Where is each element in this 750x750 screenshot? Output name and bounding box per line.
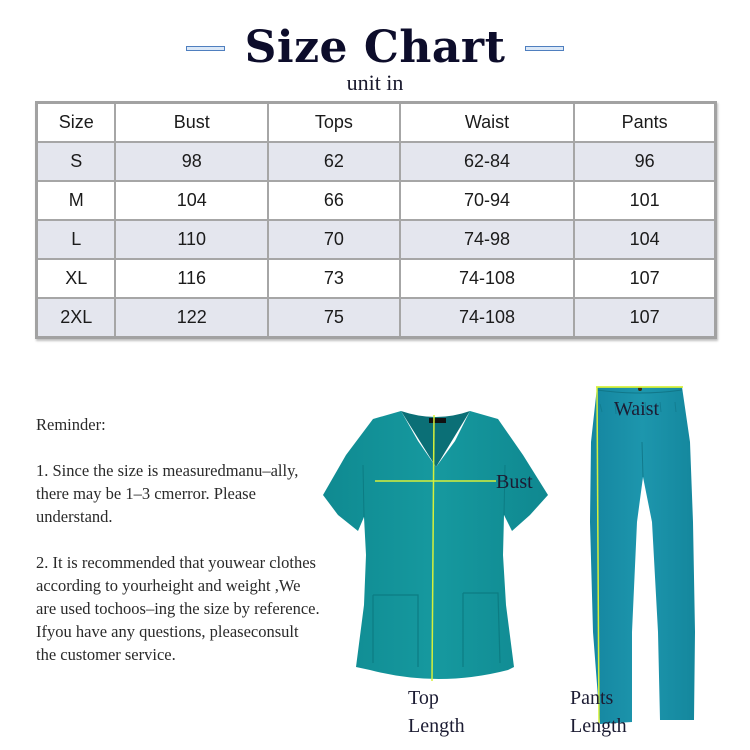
reminder-block: [36, 413, 321, 689]
cell-size: M: [37, 181, 116, 220]
cell-bust: 104: [115, 181, 268, 220]
top-length-label-line2: Length: [408, 715, 465, 737]
cell-tops: 75: [268, 298, 400, 338]
cell-waist: 74-98: [400, 220, 574, 259]
unit-subtitle: unit in: [346, 70, 404, 95]
cell-pants: 107: [574, 298, 715, 338]
cell-tops: 66: [268, 181, 400, 220]
cell-waist: 62-84: [400, 142, 574, 181]
table-row: [37, 259, 716, 298]
cell-pants: 107: [574, 259, 715, 298]
top-length-label-line1: Top: [408, 687, 439, 709]
cell-pants: 101: [574, 181, 715, 220]
left-decoration-bar: [186, 46, 225, 51]
table-header-row: [37, 103, 716, 143]
table-row: [37, 181, 716, 220]
pants-length-label-line1: Pants: [570, 687, 614, 709]
reminder-heading: Reminder:: [36, 415, 106, 434]
cell-waist: 74-108: [400, 259, 574, 298]
reminder-note-1: 1. Since the size is measuredmanu–ally, there may be 1–3 cmerror. Please understand.: [36, 461, 299, 526]
size-table: [35, 101, 717, 339]
cell-size: S: [37, 142, 116, 181]
table-row: [37, 220, 716, 259]
cell-tops: 70: [268, 220, 400, 259]
scrub-top-illustration: [318, 405, 558, 690]
cell-pants: 104: [574, 220, 715, 259]
cell-waist: 74-108: [400, 298, 574, 338]
page-title: Size Chart: [244, 22, 506, 73]
column-header-size: Size: [37, 103, 116, 143]
pants-length-label-line2: Length: [570, 715, 627, 737]
column-header-waist: Waist: [400, 103, 574, 143]
cell-waist: 70-94: [400, 181, 574, 220]
cell-size: L: [37, 220, 116, 259]
column-header-pants: Pants: [574, 103, 715, 143]
cell-tops: 62: [268, 142, 400, 181]
cell-size: XL: [37, 259, 116, 298]
table-row: [37, 142, 716, 181]
header: [0, 18, 750, 78]
reminder-note-2: 2. It is recommended that youwear clothes according to yourheight and weight ,We are used tochoos–ing the size by reference. Ifyou have any questions, pleaseconsult the customer service.: [36, 553, 320, 664]
waist-label: Waist: [614, 398, 660, 420]
cell-bust: 122: [115, 298, 268, 338]
cell-pants: 96: [574, 142, 715, 181]
right-decoration-bar: [525, 46, 564, 51]
bust-label: Bust: [496, 471, 533, 493]
cell-tops: 73: [268, 259, 400, 298]
cell-bust: 116: [115, 259, 268, 298]
pants-illustration: [580, 382, 710, 727]
table-row: [37, 298, 716, 338]
column-header-tops: Tops: [268, 103, 400, 143]
cell-bust: 98: [115, 142, 268, 181]
cell-size: 2XL: [37, 298, 116, 338]
column-header-bust: Bust: [115, 103, 268, 143]
cell-bust: 110: [115, 220, 268, 259]
